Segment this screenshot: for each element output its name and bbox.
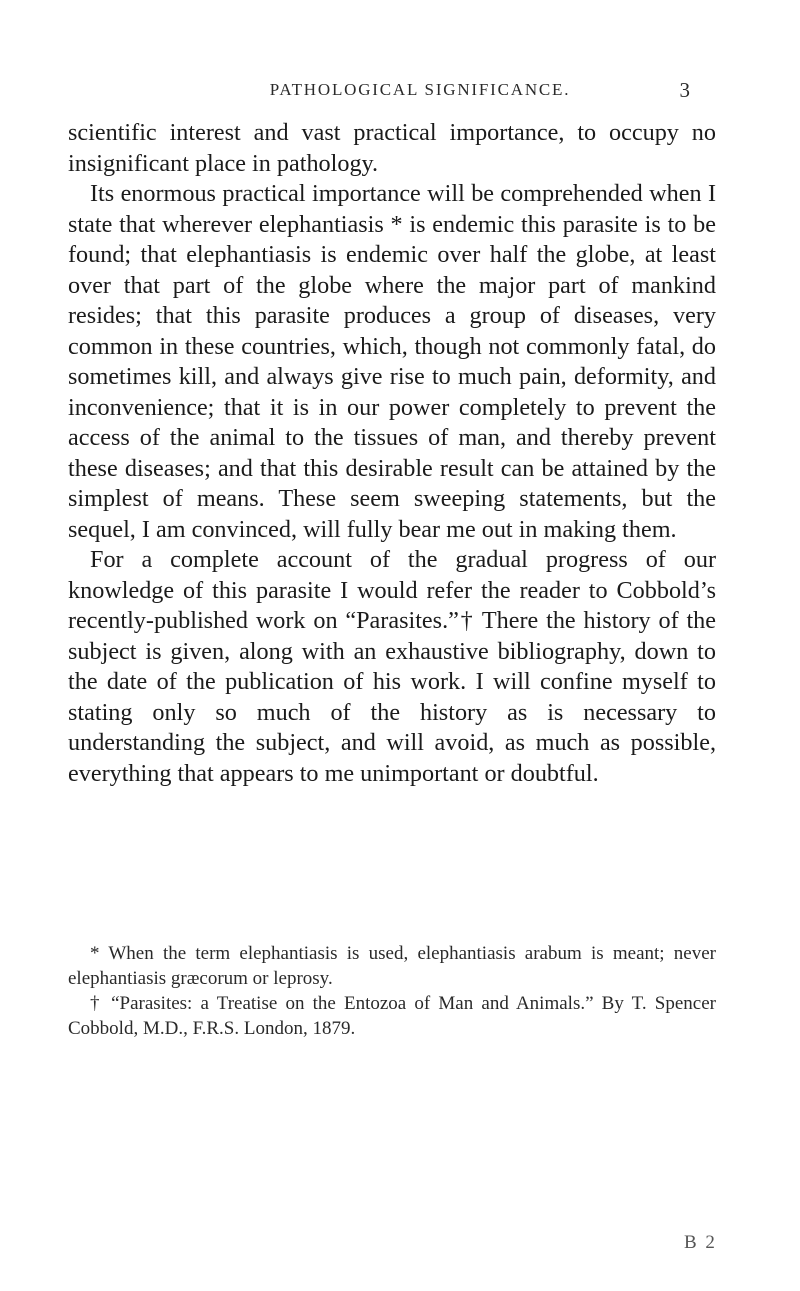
signature-mark: B 2 (684, 1232, 717, 1253)
footnote-parasites-citation: † “Parasites: a Treatise on the Entozoa of Man and Animals.” By T. Spencer Cobbold, M.D., F.R.S. London, 1879. (68, 993, 716, 1039)
paragraph-continuation: scientific interest and vast practical importance, to occupy no insignificant place in pathology. (68, 119, 716, 177)
paragraph-practical-importance: Its enormous practical importance will be comprehended when I state that wherever elephantiasis * is endemic this parasite is to be found; that elephantiasis is endemic over half the globe, at least over that part of the globe where the major part of mankind resides; that this parasite produces a group of diseases, very common in these countries, which, though not commonly fatal, do sometimes kill, and always give rise to much pain, deformity, and inconvenience; that it is in our power completely to prevent the access of the animal to the tissues of man, and thereby prevent these diseases; and that this desirable result can be attained by the simplest of means. These seem sweeping statements, but the sequel, I am convinced, will fully bear me out in making them. (68, 180, 716, 543)
footnote-elephantiasis: * When the term elephantiasis is used, elephantiasis arabum is meant; never elephantiasis græcorum or leprosy. (68, 943, 716, 989)
footnotes (68, 941, 716, 1041)
running-title: PATHOLOGICAL SIGNIFICANCE. (269, 80, 571, 99)
running-head (150, 80, 690, 110)
body-text (68, 118, 716, 789)
page-number: 3 (679, 78, 690, 102)
paragraph-history-reference: For a complete account of the gradual progress of our knowledge of this parasite I would refer the reader to Cobbold’s recently-published work on “Parasites.”† There the history of the subject is given, along with an exhaustive bibliography, down to the date of the publication of his work. I will confine myself to stating only so much of the history as is necessary to understanding the subject, and will avoid, as much as possible, everything that appears to me unimportant or doubtful. (68, 546, 716, 787)
